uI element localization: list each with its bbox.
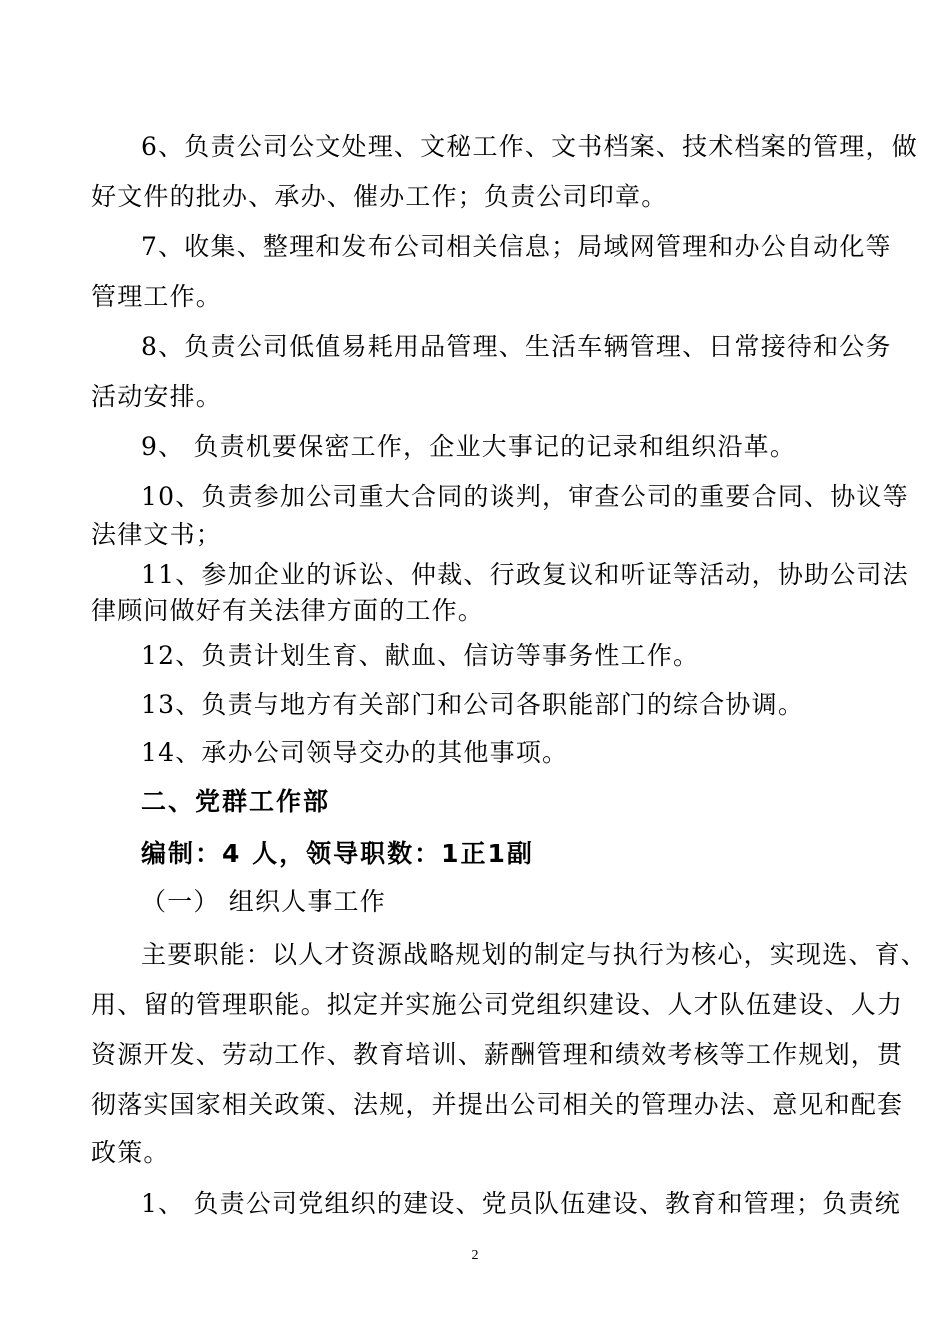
- subsection-heading: （一） 组织人事工作: [141, 887, 386, 916]
- paragraph-line: 主要职能：以人才资源战略规划的制定与执行为核心，实现选、育、: [141, 940, 928, 969]
- section-heading: 二、党群工作部: [141, 787, 331, 816]
- paragraph-line: 6、负责公司公文处理、文秘工作、文书档案、技术档案的管理，做: [141, 132, 918, 161]
- paragraph-line: 活动安排。: [91, 382, 223, 411]
- paragraph-line: 法律文书；: [91, 520, 223, 549]
- paragraph-line: 政策。: [91, 1138, 170, 1167]
- paragraph-line: 7、收集、整理和发布公司相关信息；局域网管理和办公自动化等: [141, 232, 892, 261]
- paragraph-line: 1、 负责公司党组织的建设、党员队伍建设、教育和管理；负责统: [141, 1189, 901, 1218]
- paragraph-line: 13、负责与地方有关部门和公司各职能部门的综合协调。: [141, 690, 805, 719]
- staffing-heading: 编制：4 人，领导职数：1正1副: [141, 839, 534, 868]
- page-number: 2: [471, 1248, 479, 1263]
- paragraph-line: 彻落实国家相关政策、法规，并提出公司相关的管理办法、意见和配套: [91, 1090, 904, 1119]
- paragraph-line: 用、留的管理职能。拟定并实施公司党组织建设、人才队伍建设、人力: [91, 990, 904, 1019]
- paragraph-line: 12、负责计划生育、献血、信访等事务性工作。: [141, 641, 700, 670]
- paragraph-line: 9、 负责机要保密工作，企业大事记的记录和组织沿革。: [141, 432, 797, 461]
- paragraph-line: 律顾问做好有关法律方面的工作。: [91, 596, 485, 625]
- paragraph-line: 好文件的批办、承办、催办工作；负责公司印章。: [91, 182, 668, 211]
- paragraph-line: 11、参加企业的诉讼、仲裁、行政复议和听证等活动，协助公司法: [141, 560, 909, 589]
- paragraph-line: 10、负责参加公司重大合同的谈判，审查公司的重要合同、协议等: [141, 482, 909, 511]
- paragraph-line: 8、负责公司低值易耗用品管理、生活车辆管理、日常接待和公务: [141, 332, 892, 361]
- paragraph-line: 14、承办公司领导交办的其他事项。: [141, 738, 569, 767]
- paragraph-line: 管理工作。: [91, 282, 223, 311]
- paragraph-line: 资源开发、劳动工作、教育培训、薪酬管理和绩效考核等工作规划，贯: [91, 1040, 904, 1069]
